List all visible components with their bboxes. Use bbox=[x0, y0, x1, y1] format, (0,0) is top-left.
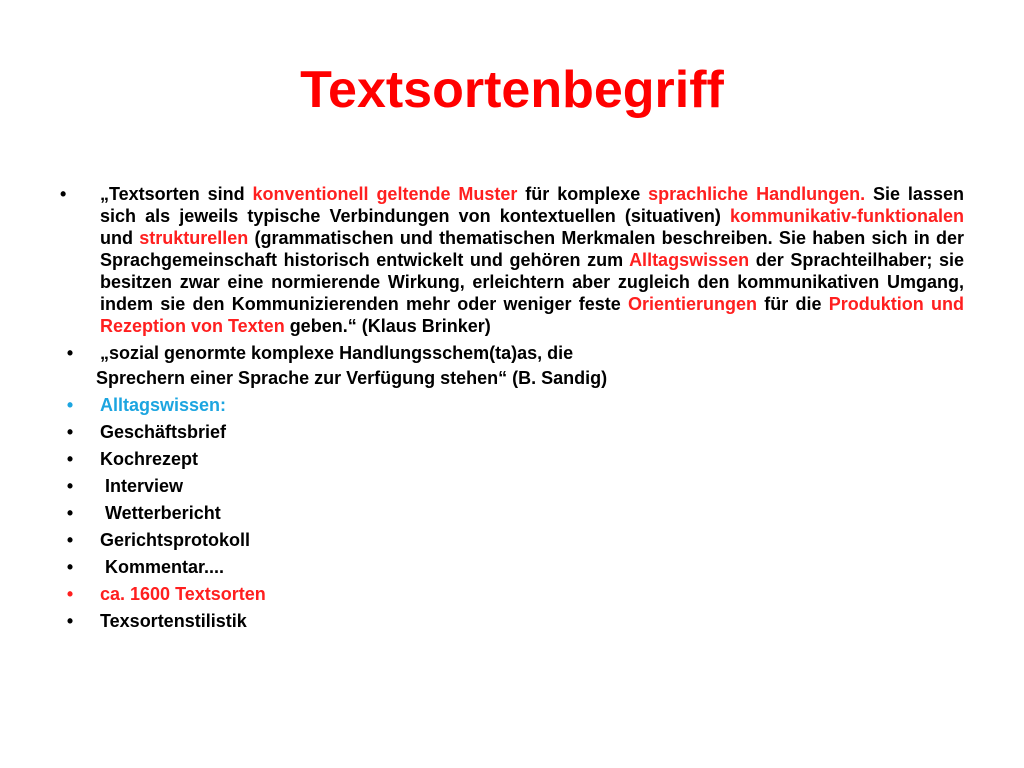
bullet-glyph: • bbox=[66, 449, 74, 469]
bullet-item-label: Kochrezept bbox=[100, 449, 199, 469]
quote-sandig-line2-text: Sprechern einer Sprache zur Verfügung stehen“ (B. Sandig) bbox=[96, 368, 608, 388]
highlight-term: Produktion und Rezeption von Texten bbox=[100, 294, 964, 336]
bullet-item-label: ca. 1600 Textsorten bbox=[100, 584, 266, 604]
bullet-glyph: • bbox=[66, 530, 74, 550]
bullet-glyph: • bbox=[66, 395, 74, 415]
bullet-item-interview bbox=[60, 475, 964, 497]
bullet-item-textsorten-count bbox=[60, 583, 964, 605]
bullet-item-geschaeftsbrief bbox=[60, 421, 964, 443]
bullet-glyph: • bbox=[60, 184, 67, 204]
bullet-glyph: • bbox=[66, 343, 74, 363]
highlight-term: konventionell geltende Muster bbox=[252, 184, 518, 204]
highlight-term: sprachliche Handlungen. bbox=[648, 184, 866, 204]
bullet-glyph: • bbox=[66, 422, 74, 442]
quote-sandig-line2 bbox=[60, 367, 964, 389]
bullet-item-label: Interview bbox=[100, 476, 184, 496]
bullet-item-alltagswissen bbox=[60, 394, 964, 416]
bullet-quote-brinker bbox=[60, 183, 964, 337]
highlight-term: Alltagswissen bbox=[629, 250, 750, 270]
quote-text: „Textsorten sind konventionell geltende Muster für komplexe sprachliche Handlungen. Sie lassen sich als jeweils typische Verbindungen von kontextuellen (situativen) kommunikativ-funktionalen und strukturellen (grammatischen und thematischen Merkmalen beschreiben. Sie haben sich in der Sprachgemeinschaft historisch entwickelt und gehören zum Alltagswissen der Sprachteilhaber; sie besitzen zwar eine normierende Wirkung, erleichtern aber zugleich den kommunikativen Umgang, indem sie den Kommunizierenden mehr oder weniger feste Orientierungen für die Produktion und Rezeption von Texten geben.“ (Klaus Brinker) bbox=[100, 184, 964, 336]
bullet-item-label: Geschäftsbrief bbox=[100, 422, 227, 442]
bullet-item-label: Wetterbericht bbox=[100, 503, 221, 523]
bullet-item-kommentar bbox=[60, 556, 964, 578]
bullet-item-gerichtsprotokoll bbox=[60, 529, 964, 551]
bullet-item-wetterbericht bbox=[60, 502, 964, 524]
bullet-list bbox=[60, 183, 964, 632]
bullet-item-label: Kommentar.... bbox=[100, 557, 225, 577]
slide-title: Textsortenbegriff bbox=[300, 61, 724, 119]
highlight-term: strukturellen bbox=[139, 228, 249, 248]
bullet-glyph: • bbox=[66, 557, 74, 577]
bullet-item-label: Alltagswissen: bbox=[100, 395, 227, 415]
slide-content bbox=[60, 183, 964, 637]
bullet-glyph: • bbox=[66, 611, 74, 631]
highlight-term: Orientierungen bbox=[628, 294, 758, 314]
highlight-term: kommunikativ-funktionalen bbox=[729, 206, 964, 226]
bullet-item-texsortenstilistik bbox=[60, 610, 964, 632]
bullet-item-label: Gerichtsprotokoll bbox=[100, 530, 251, 550]
bullet-item-label: Texsortenstilistik bbox=[100, 611, 247, 631]
bullet-item-kochrezept bbox=[60, 448, 964, 470]
bullet-glyph: • bbox=[66, 503, 74, 523]
quote-sandig-line1: „sozial genormte komplexe Handlungsschem(ta)as, die bbox=[100, 343, 574, 363]
bullet-glyph: • bbox=[66, 476, 74, 496]
bullet-quote-sandig bbox=[60, 342, 964, 364]
bullet-glyph: • bbox=[66, 584, 74, 604]
